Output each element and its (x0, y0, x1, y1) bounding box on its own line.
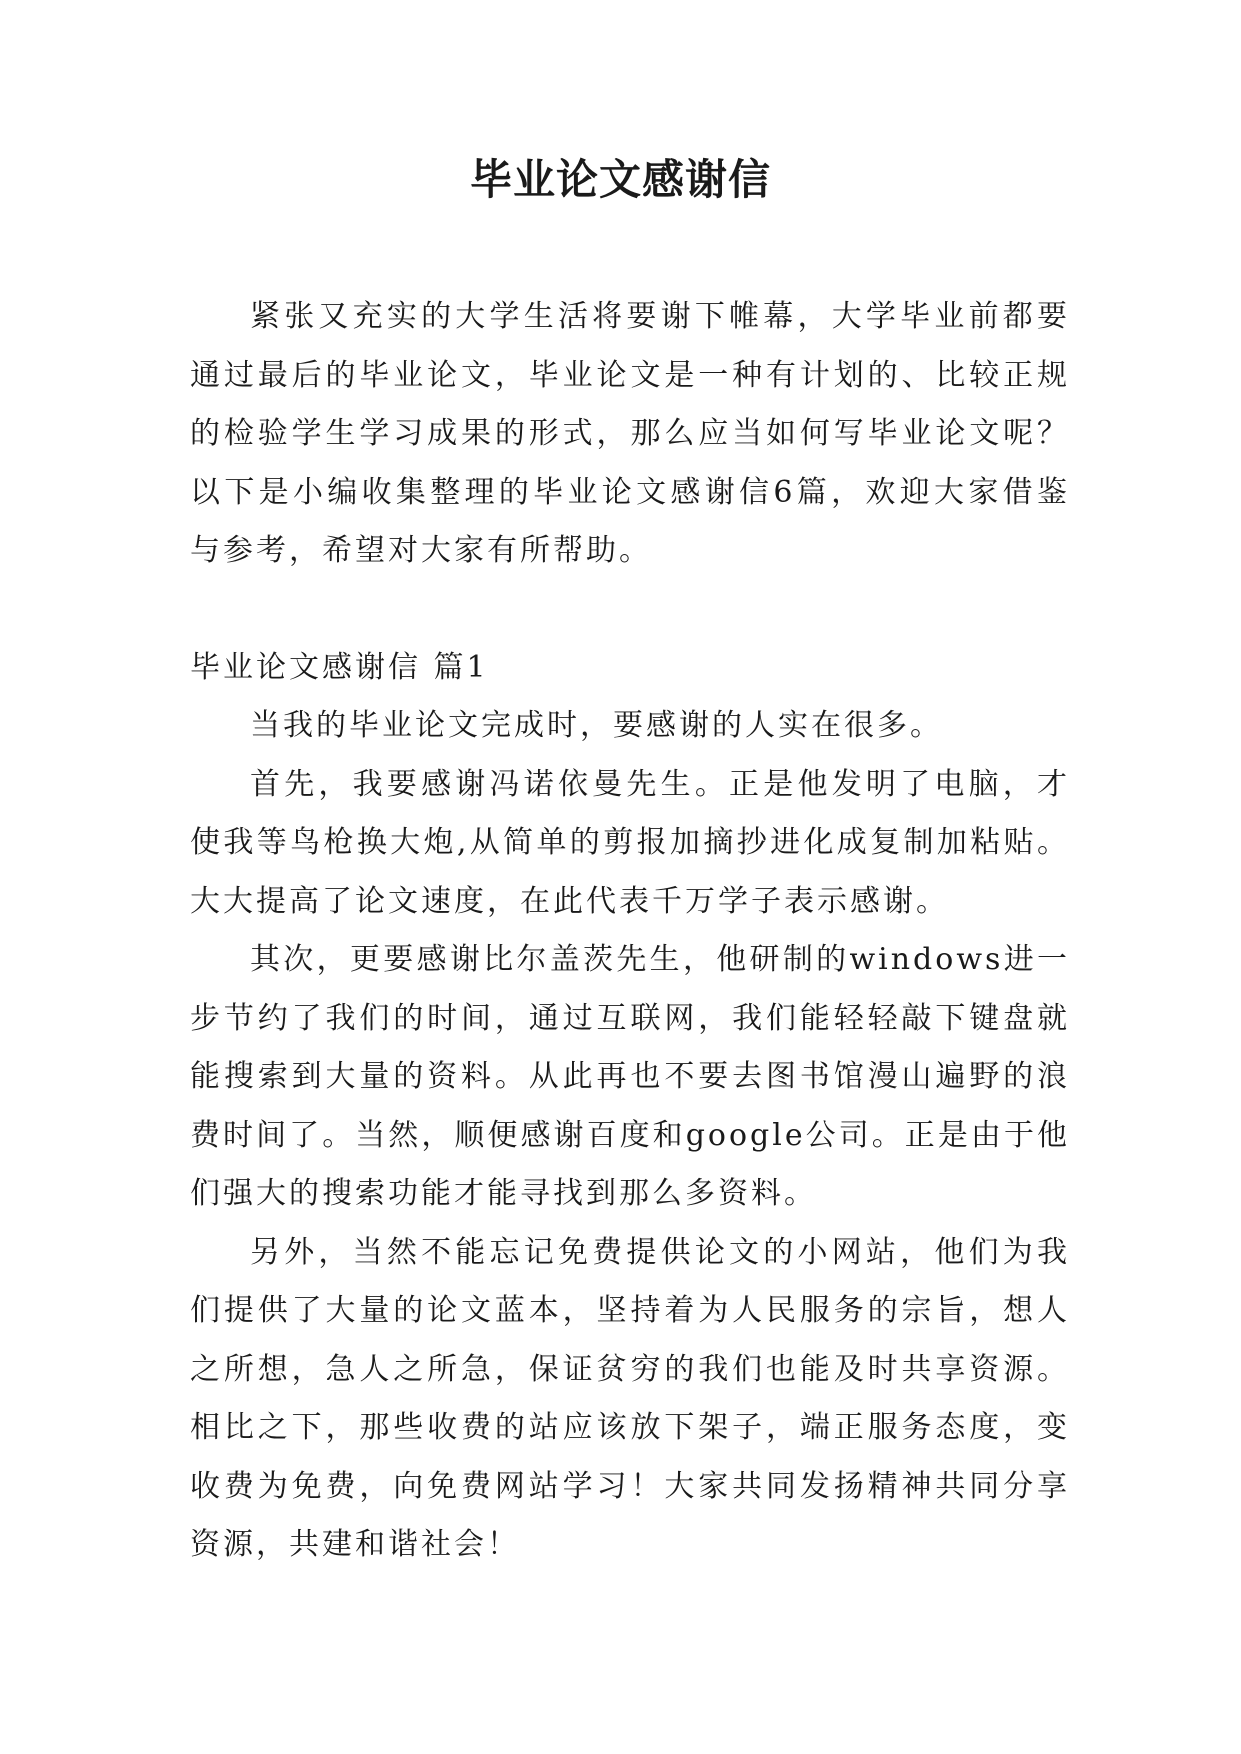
body-paragraph: 另外，当然不能忘记免费提供论文的小网站，他们为我们提供了大量的论文蓝本，坚持着为人民服务的宗旨，想人之所想，急人之所急，保证贫穷的我们也能及时共享资源。相比之下，那些收费的站应该放下架子，端正服务态度，变收费为免费，向免费网站学习！大家共同发扬精神共同分享资源，共建和谐社会！ (190, 1234, 1070, 1562)
document-title: 毕业论文感谢信 (469, 155, 771, 204)
body-paragraph: 当我的毕业论文完成时，要感谢的人实在很多。 (250, 708, 943, 743)
body-paragraph: 首先，我要感谢冯诺依曼先生。正是他发明了电脑，才使我等鸟枪换大炮,从简单的剪报加摘抄进化成复制加粘贴。大大提高了论文速度，在此代表千万学子表示感谢。 (190, 766, 1070, 919)
document-body (190, 288, 1070, 1575)
section-heading: 毕业论文感谢信 篇1 (190, 649, 489, 685)
intro-paragraph: 紧张又充实的大学生活将要谢下帷幕，大学毕业前都要通过最后的毕业论文，毕业论文是一种有计划的、比较正规的检验学生学习成果的形式，那么应当如何写毕业论文呢？以下是小编收集整理的毕业论文感谢信6篇，欢迎大家借鉴与参考，希望对大家有所帮助。 (190, 299, 1070, 568)
body-paragraph: 其次，更要感谢比尔盖茨先生，他研制的windows进一步节约了我们的时间，通过互联网，我们能轻轻敲下键盘就能搜索到大量的资料。从此再也不要去图书馆漫山遍野的浪费时间了。当然，顺便感谢百度和google公司。正是由于他们强大的搜索功能才能寻找到那么多资料。 (190, 942, 1070, 1211)
